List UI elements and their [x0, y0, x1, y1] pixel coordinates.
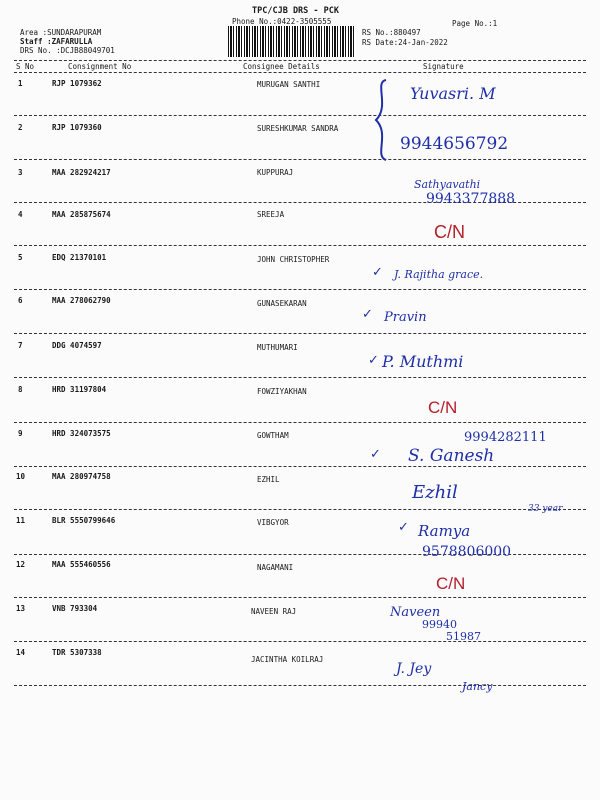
row-sno: 11 [16, 516, 26, 525]
row-consignment: TDR 5307338 [52, 648, 102, 657]
row-consignee: MUTHUMARI [257, 343, 298, 352]
signature-13-phone-b: 51987 [446, 630, 481, 643]
signature-1: Yuvasri. M [410, 84, 496, 103]
rs-date: RS Date:24-Jan-2022 [362, 38, 448, 47]
row-consignment: HRD 31197804 [52, 385, 107, 394]
row-consignment: MAA 555460556 [52, 560, 111, 569]
row-consignee: VIBGYOR [257, 518, 289, 527]
row-divider [14, 685, 586, 686]
row-divider [14, 422, 586, 423]
row-sno: 2 [18, 123, 23, 132]
header-rule-bottom [14, 72, 586, 73]
col-signature: Signature [423, 62, 464, 71]
header-rule [14, 60, 586, 61]
row-consignment: HRD 324073575 [52, 429, 111, 438]
row-divider [14, 333, 586, 334]
col-consignment: Consignment No [68, 62, 132, 71]
row-divider [14, 641, 586, 642]
signature-2: 9944656792 [400, 134, 509, 154]
signature-10-note: 33 year [528, 504, 563, 514]
row-sno: 3 [18, 168, 23, 177]
page-number: Page No.:1 [452, 19, 498, 28]
signature-12-cn: C/N [436, 574, 466, 593]
row-sno: 6 [18, 296, 23, 305]
row-consignee: GOWTHAM [257, 431, 289, 440]
drs-number: DRS No. :DCJB88049701 [20, 46, 115, 55]
tick-icon: ✓ [398, 520, 409, 535]
row-consignment: VNB 793304 [52, 604, 98, 613]
signature-3-phone: 9943377888 [426, 191, 516, 207]
row-divider [14, 115, 586, 116]
row-sno: 7 [18, 341, 23, 350]
rs-number: RS No.:880497 [362, 28, 421, 37]
row-sno: 9 [18, 429, 23, 438]
signature-7: P. Muthmi [382, 352, 464, 371]
signature-5: J. Rajitha grace. [394, 268, 484, 281]
tick-icon: ✓ [372, 265, 383, 280]
row-consignee: SURESHKUMAR SANDRA [257, 124, 339, 133]
signature-11-name: Ramya [418, 522, 471, 540]
row-consignee: NAGAMANI [257, 563, 294, 572]
row-consignee: NAVEEN RAJ [251, 607, 297, 616]
row-consignment: MAA 282924217 [52, 168, 111, 177]
signature-9-phone: 9994282111 [464, 430, 547, 445]
row-consignee: EZHIL [257, 475, 280, 484]
row-sno: 13 [16, 604, 26, 613]
row-consignee: MURUGAN SANTHI [257, 80, 321, 89]
barcode [228, 26, 356, 57]
row-sno: 1 [18, 79, 23, 88]
row-sno: 12 [16, 560, 26, 569]
signature-8-cn: C/N [428, 398, 458, 417]
row-consignment: RJP 1079362 [52, 79, 102, 88]
row-consignee: FOWZIYAKHAN [257, 387, 307, 396]
brace-mark [368, 76, 398, 164]
signature-3-name: Sathyavathi [414, 178, 481, 191]
row-divider [14, 159, 586, 160]
row-sno: 8 [18, 385, 23, 394]
row-sno: 10 [16, 472, 26, 481]
phone-number: Phone No.:0422-3505555 [232, 17, 332, 26]
row-consignment: BLR 5550799646 [52, 516, 116, 525]
staff-label: Staff :ZAFARULLA [20, 37, 93, 46]
row-consignee: JOHN CHRISTOPHER [257, 255, 330, 264]
tick-icon: ✓ [362, 307, 373, 322]
row-consignment: EDQ 21370101 [52, 253, 107, 262]
row-consignee: GUNASEKARAN [257, 299, 307, 308]
row-consignment: MAA 278062790 [52, 296, 111, 305]
tick-icon: ✓ [370, 447, 381, 462]
row-consignee: JACINTHA KOILRAJ [251, 655, 324, 664]
signature-13-phone-a: 99940 [422, 618, 457, 631]
area-label: Area :SUNDARAPURAM [20, 28, 102, 37]
signature-6: Pravin [384, 310, 427, 325]
signature-9-name: S. Ganesh [408, 446, 495, 466]
row-consignment: MAA 280974758 [52, 472, 111, 481]
row-divider [14, 509, 586, 510]
row-consignment: RJP 1079360 [52, 123, 102, 132]
signature-10-name: Ezhil [412, 482, 458, 503]
row-consignee: SREEJA [257, 210, 285, 219]
row-divider [14, 245, 586, 246]
signature-4-cn: C/N [434, 222, 465, 242]
tick-icon: ✓ [368, 353, 379, 368]
row-divider [14, 289, 586, 290]
col-consignee: Consignee Details [243, 62, 320, 71]
row-sno: 14 [16, 648, 26, 657]
signature-11-phone: 9578806000 [422, 544, 512, 560]
document-title: TPC/CJB DRS - PCK [252, 6, 339, 16]
row-consignment: MAA 285875674 [52, 210, 111, 219]
row-consignment: DDG 4074597 [52, 341, 102, 350]
row-sno: 4 [18, 210, 23, 219]
row-divider [14, 377, 586, 378]
col-sno: S No [16, 62, 35, 71]
signature-14-name: J. Jey [396, 661, 432, 677]
row-sno: 5 [18, 253, 23, 262]
row-consignee: KUPPURAJ [257, 168, 294, 177]
row-divider [14, 466, 586, 467]
signature-14-note: Jancy [462, 680, 493, 693]
signature-13-name: Naveen [390, 605, 441, 620]
row-divider [14, 597, 586, 598]
